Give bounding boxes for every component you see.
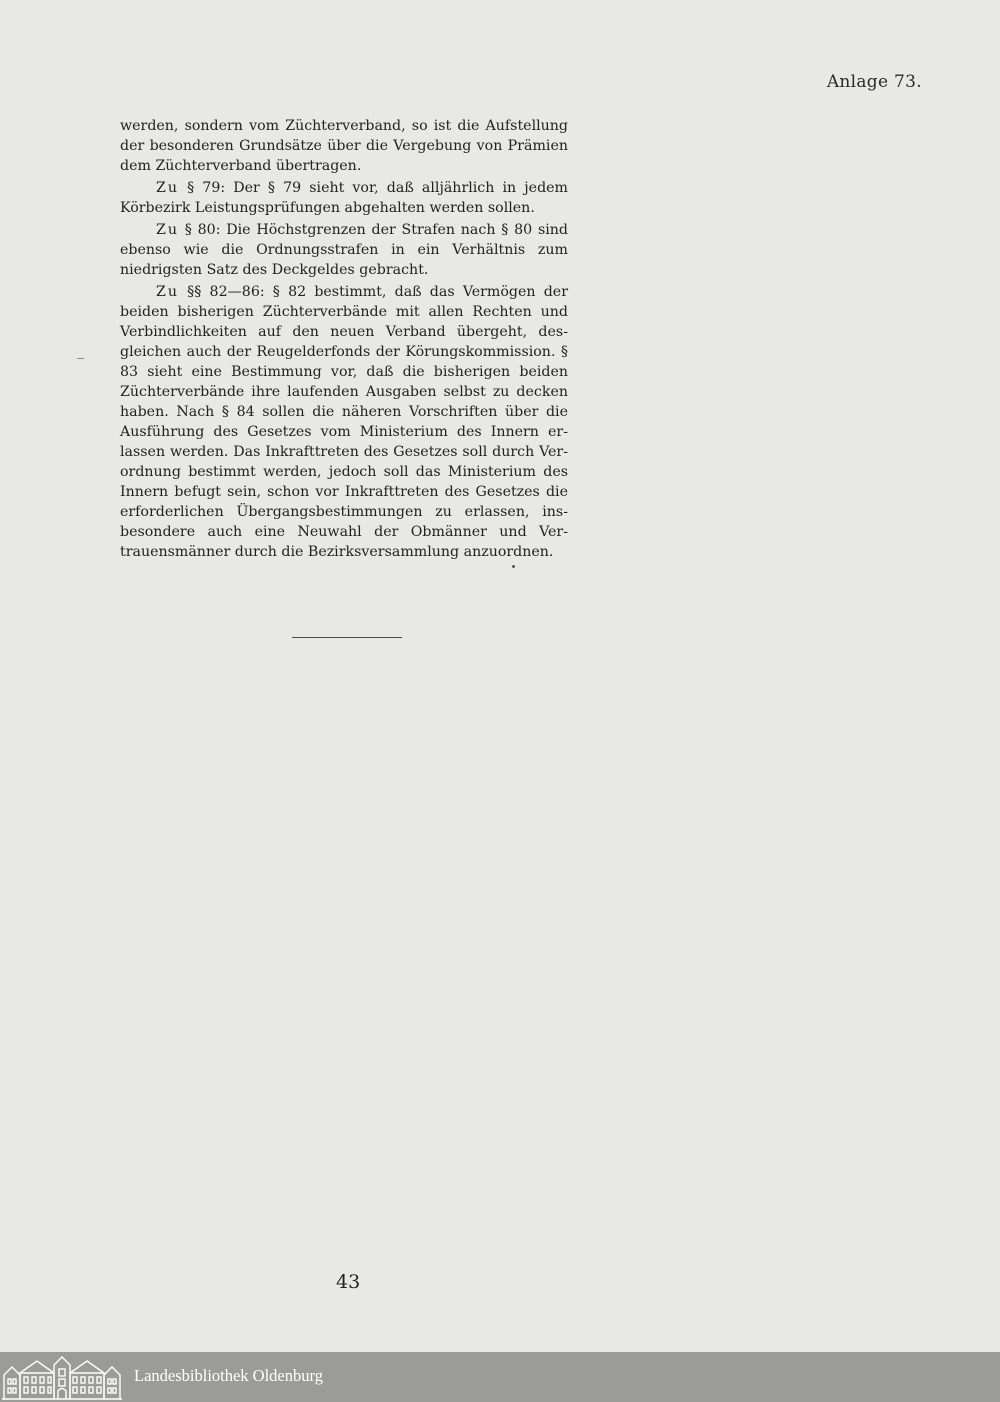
paragraph-text: §§ 82—86: § 82 bestimmt, daß das Vermögen der beiden bisherigen Züchterverbände mit allen Rechten und Verbindlichkeiten auf den neuen Verband übergeht, desgleichen auch der Reugelderfonds der Körungskommission. § 83 sieht eine Bestimmung vor, daß die bisherigen beiden Züchterverbände ihre laufenden Ausgaben selbst zu decken haben. Nach § 84 sollen die näheren Vorschriften über die Ausführung des Gesetzes vom Ministerium des Innern erlassen werden. Das Inkrafttreten des Gesetzes soll durch Verordnung bestimmt werden, jedoch soll das Ministerium des Innern befugt sein, schon vor Inkrafttreten des Gesetzes die erforderlichen Übergangsbestimmungen zu erlassen, insbesondere auch eine Neuwahl der Obmänner und Vertrauensmänner durch die Bezirksversammlung anzuordnen. — [120, 284, 568, 560]
paragraph-zu-80 — [120, 220, 568, 280]
text-column — [120, 116, 568, 562]
footer-institution: Landesbibliothek Oldenburg — [134, 1366, 323, 1385]
print-speck — [512, 565, 515, 568]
section-end-rule — [292, 637, 402, 638]
paragraph-zu-82-86 — [120, 282, 568, 562]
margin-mark — [77, 358, 84, 359]
paragraph-text: § 79: Der § 79 sieht vor, daß alljährlich in jedem Körbezirk Leistungsprüfungen abgehalten werden sollen. — [120, 180, 568, 216]
paragraph-lead: Zu — [156, 180, 179, 196]
paragraph-continuation — [120, 116, 568, 176]
paragraph-text: werden, sondern vom Züchterverband, so ist die Aufstellung der besonderen Grundsätze über die Vergebung von Prämien dem Züchterverband übertragen. — [120, 118, 568, 174]
paragraph-lead: Zu — [156, 222, 179, 238]
page-number: 43 — [336, 1271, 361, 1293]
footer-bar — [0, 1352, 1000, 1402]
library-building-logo-icon — [2, 1353, 122, 1401]
paragraph-text: § 80: Die Höchstgrenzen der Strafen nach § 80 sind ebenso wie die Ordnungsstrafen in ein Verhältnis zum niedrigsten Satz des Deckgeldes gebracht. — [120, 222, 568, 278]
paragraph-zu-79 — [120, 178, 568, 218]
paragraph-lead: Zu — [156, 284, 179, 300]
annex-label: Anlage 73. — [826, 72, 922, 92]
